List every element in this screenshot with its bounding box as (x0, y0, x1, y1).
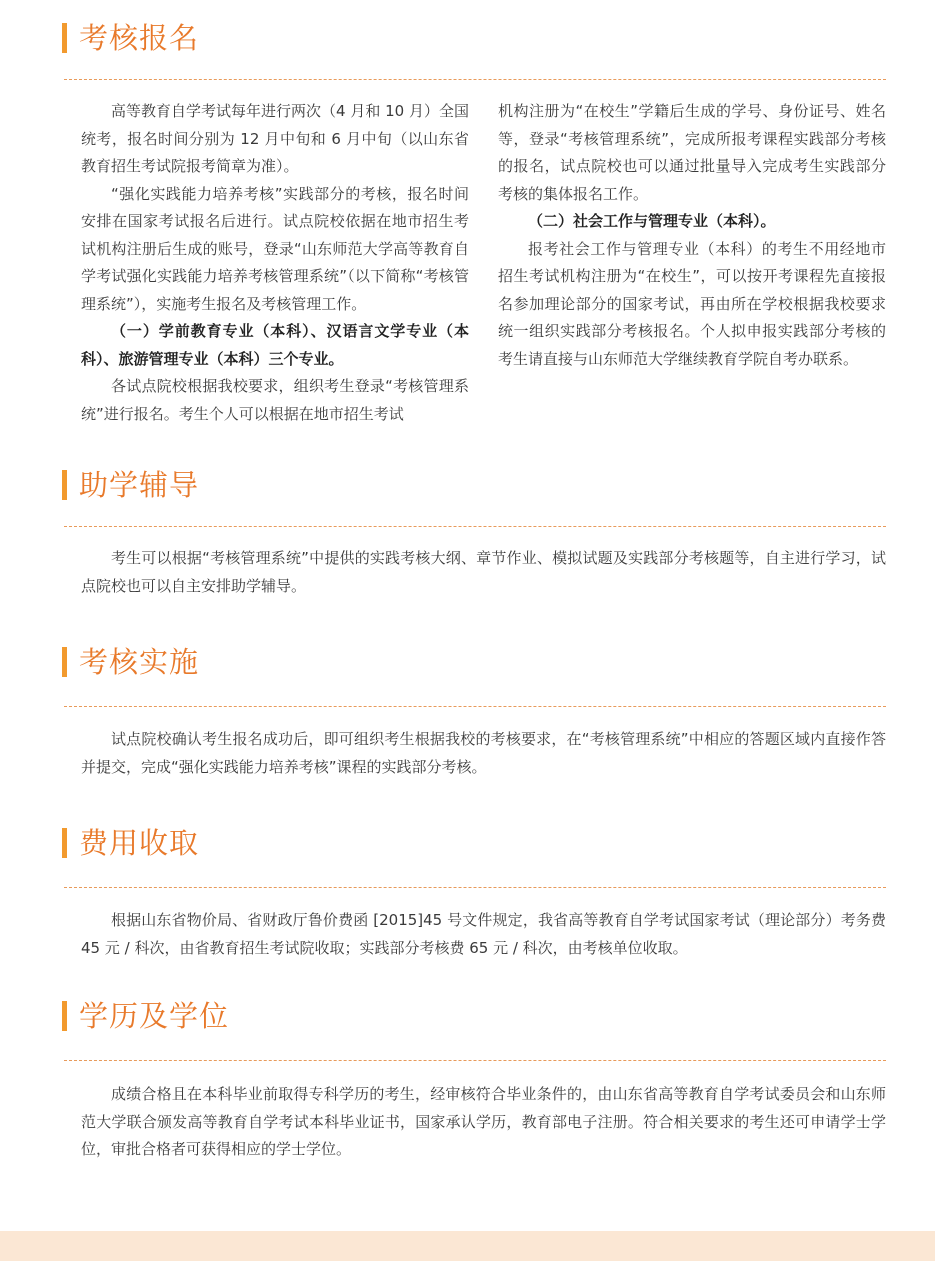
paragraph: 根据山东省物价局、省财政厅鲁价费函 [2015]45 号文件规定，我省高等教育自学考试国家考试（理论部分）考务费 45 元 / 科次，由省教育招生考试院收取；实践部分考核费 65 元 / 科次，由考核单位收取。 (81, 911, 886, 957)
section-title: 费用收取 (79, 826, 200, 860)
tutoring-body (81, 545, 886, 600)
section-divider (64, 706, 886, 707)
section-header-tutoring (62, 468, 199, 502)
accent-bar (62, 1001, 67, 1031)
subheading: （一）学前教育专业（本科）、汉语言文学专业（本科）、旅游管理专业（本科）三个专业。 (81, 322, 469, 368)
registration-right-column (498, 98, 886, 373)
accent-bar (62, 470, 67, 500)
paragraph: 成绩合格且在本科毕业前取得专科学历的考生，经审核符合毕业条件的，由山东省高等教育自学考试委员会和山东师范大学联合颁发高等教育自学考试本科毕业证书，国家承认学历，教育部电子注册。符合相关要求的考生还可申请学士学位，审批合格者可获得相应的学士学位。 (81, 1085, 886, 1158)
accent-bar (62, 647, 67, 677)
paragraph: 机构注册为“在校生”学籍后生成的学号、身份证号、姓名等，登录“考核管理系统”，完成所报考课程实践部分考核的报名，试点院校也可以通过批量导入完成考生实践部分考核的集体报名工作。 (498, 102, 886, 203)
section-divider (64, 526, 886, 527)
section-divider (64, 79, 886, 80)
accent-bar (62, 23, 67, 53)
section-title: 考核实施 (79, 645, 200, 679)
section-title: 学历及学位 (79, 999, 230, 1033)
implementation-body (81, 726, 886, 781)
subheading: （二）社会工作与管理专业（本科）。 (528, 212, 776, 230)
section-header-registration (62, 21, 199, 55)
section-title: 考核报名 (79, 21, 200, 55)
section-divider (64, 1060, 886, 1061)
paragraph: “强化实践能力培养考核”实践部分的考核，报名时间安排在国家考试报名后进行。试点院校依据在地市招生考试机构注册后生成的账号，登录“山东师范大学高等教育自学考试强化实践能力培养考核管理系统”（以下简称“考核管理系统”），实施考生报名及考核管理工作。 (81, 184, 469, 313)
paragraph: 试点院校确认考生报名成功后，即可组织考生根据我校的考核要求，在“考核管理系统”中相应的答题区域内直接作答并提交，完成“强化实践能力培养考核”课程的实践部分考核。 (81, 730, 886, 776)
accent-bar (62, 828, 67, 858)
registration-left-column (81, 98, 469, 428)
section-divider (64, 887, 886, 888)
section-header-degree (62, 999, 229, 1033)
section-header-implementation (62, 645, 199, 679)
paragraph: 高等教育自学考试每年进行两次（4 月和 10 月）全国统考，报名时间分别为 12 月中旬和 6 月中旬（以山东省教育招生考试院报考简章为准）。 (81, 102, 469, 175)
footer-band (0, 1231, 935, 1261)
fees-body (81, 907, 886, 962)
section-header-fees (62, 826, 199, 860)
paragraph: 报考社会工作与管理专业（本科）的考生不用经地市招生考试机构注册为“在校生”，可以按开考课程先直接报名参加理论部分的国家考试，再由所在学校根据我校要求统一组织实践部分考核报名。个人拟申报实践部分考核的考生请直接与山东师范大学继续教育学院自考办联系。 (498, 239, 886, 368)
paragraph: 各试点院校根据我校要求，组织考生登录“考核管理系统”进行报名。考生个人可以根据在地市招生考试 (81, 377, 469, 423)
paragraph: 考生可以根据“考核管理系统”中提供的实践考核大纲、章节作业、模拟试题及实践部分考核题等，自主进行学习，试点院校也可以自主安排助学辅导。 (81, 549, 886, 595)
degree-body (81, 1081, 886, 1164)
section-title: 助学辅导 (79, 468, 200, 502)
